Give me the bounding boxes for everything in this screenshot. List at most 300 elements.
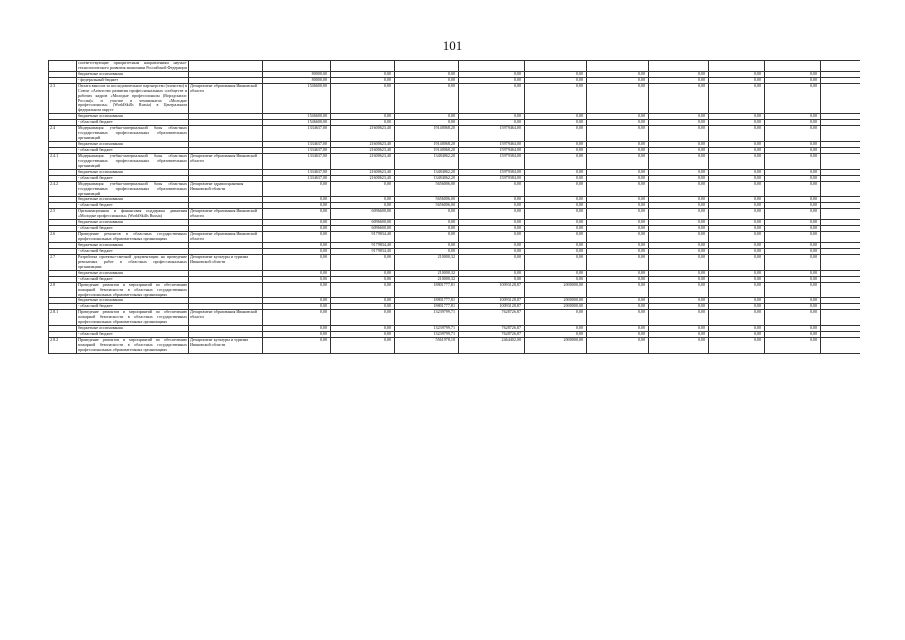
amount-cell: 0,00 [587, 232, 649, 243]
amount-cell: 0,00 [395, 243, 459, 249]
amount-cell: 0,00 [459, 120, 525, 126]
executor-cell: Департамент образования Ивановской области [189, 232, 263, 243]
row-number-cell: 2.4 [49, 126, 77, 142]
amount-cell: 0,00 [263, 220, 331, 226]
amount-cell: 0,00 [525, 153, 587, 169]
amount-cell: 18801777,81 [395, 304, 459, 310]
table-row [49, 181, 861, 197]
amount-cell: 0,00 [331, 310, 395, 326]
amount-cell: 0,00 [587, 114, 649, 120]
amount-cell: 0,00 [395, 232, 459, 243]
amount-cell: 0,00 [459, 276, 525, 282]
table-row [49, 255, 861, 271]
amount-cell: 0,00 [649, 338, 709, 354]
amount-cell: 0,00 [709, 255, 765, 271]
row-number-cell: 2.8 [49, 282, 77, 298]
description-cell: Разработка проектно-сметной документации на проведение ремонтных работ в областных профессиональных организациях [78, 254, 187, 269]
amount-cell [649, 61, 709, 72]
row-number-cell: 2.5 [49, 209, 77, 220]
budget-table [48, 60, 860, 354]
description-cell: бюджетные ассигнования [77, 270, 189, 276]
amount-cell: 0,00 [395, 120, 459, 126]
amount-cell [821, 61, 861, 72]
amount-cell: 0,00 [765, 153, 821, 169]
amount-cell: 0,00 [709, 270, 765, 276]
amount-cell: 0,00 [331, 282, 395, 298]
description-cell: бюджетные ассигнования [77, 243, 189, 249]
executor-cell: Департамент культуры и туризма Ивановской области [189, 338, 263, 354]
executor-cell: Департамент здравоохранения Ивановской области [189, 181, 263, 197]
amount-cell: 10093128,87 [459, 298, 525, 304]
row-number-cell: 2.8.1 [49, 310, 77, 326]
amount-cell: 0,00 [395, 83, 459, 113]
description-cell: - областной бюджет [77, 332, 189, 338]
amount-cell: 0,00 [765, 181, 821, 197]
amount-cell: 0,00 [649, 298, 709, 304]
amount-cell: 0,00 [459, 243, 525, 249]
amount-cell [459, 61, 525, 72]
amount-cell: 0,00 [525, 232, 587, 243]
row-number-cell: 2.3 [49, 83, 77, 113]
amount-cell: 0,00 [459, 226, 525, 232]
amount-cell: 0,00 [331, 298, 395, 304]
description-cell: Модернизация учебно-материальной базы областных государственных профессиональных образовательных организаций [78, 181, 187, 196]
amount-cell: 0,00 [525, 209, 587, 220]
amount-cell: 0,00 [649, 270, 709, 276]
amount-cell: 0,00 [709, 310, 765, 326]
amount-cell: 0,00 [649, 226, 709, 232]
amount-cell: 10093128,87 [459, 304, 525, 310]
row-number-cell [49, 61, 77, 72]
amount-cell: 15979384,00 [459, 153, 525, 169]
amount-cell: 0,00 [459, 209, 525, 220]
amount-cell: 0,00 [587, 181, 649, 197]
amount-cell: 0,00 [331, 197, 395, 203]
amount-cell: 5656006,00 [395, 203, 459, 209]
description-cell: Проведение ремонтов в областных государственных профессиональных образовательных организациях [78, 231, 187, 242]
amount-cell: 0,00 [263, 203, 331, 209]
executor-cell [189, 282, 263, 298]
amount-cell: 0,00 [587, 141, 649, 147]
amount-cell: 0,00 [649, 209, 709, 220]
amount-cell: 0,00 [765, 276, 821, 282]
executor-cell: Департамент образования Ивановской области [189, 209, 263, 220]
description-cell: - областной бюджет [77, 147, 189, 153]
amount-cell: 0,00 [587, 77, 649, 83]
amount-cell: 18801777,81 [395, 298, 459, 304]
amount-cell: 0,00 [765, 338, 821, 354]
table-row [49, 232, 861, 243]
amount-cell: 0,00 [649, 243, 709, 249]
amount-cell: 19140068,20 [395, 141, 459, 147]
amount-cell: 0,00 [709, 332, 765, 338]
amount-cell: 0,00 [525, 326, 587, 332]
amount-cell: 80000,00 [263, 71, 331, 77]
table-row [49, 282, 861, 298]
amount-cell: 0,00 [765, 326, 821, 332]
amount-cell: 0,00 [587, 153, 649, 169]
table-row [49, 153, 861, 169]
amount-cell: 0,00 [525, 197, 587, 203]
amount-cell: 0,00 [263, 232, 331, 243]
amount-cell: 0,00 [709, 77, 765, 83]
amount-cell: 0,00 [649, 77, 709, 83]
amount-cell: 0,00 [587, 255, 649, 271]
amount-cell: 0,00 [709, 282, 765, 298]
amount-cell: 0,00 [331, 114, 395, 120]
description-cell: Проведение ремонтов и мероприятий по обеспечению пожарной безопасности в областных государственных профессиональных образовательных организациях [78, 309, 187, 325]
amount-cell: 0,00 [459, 83, 525, 113]
amount-cell: 0,00 [709, 83, 765, 113]
amount-cell: 0,00 [263, 249, 331, 255]
amount-cell: 0,00 [525, 310, 587, 326]
amount-cell: 0,00 [331, 276, 395, 282]
amount-cell: 0,00 [587, 197, 649, 203]
amount-cell: 0,00 [709, 232, 765, 243]
amount-cell: 0,00 [263, 181, 331, 197]
amount-cell: 0,00 [459, 232, 525, 243]
amount-cell: 0,00 [263, 298, 331, 304]
description-cell: бюджетные ассигнования [77, 326, 189, 332]
amount-cell: 18801777,81 [395, 282, 459, 298]
amount-cell: 9179834,40 [331, 249, 395, 255]
amount-cell: 7628726,87 [459, 332, 525, 338]
amount-cell: 0,00 [525, 83, 587, 113]
amount-cell: 0,00 [459, 77, 525, 83]
amount-cell [821, 255, 861, 271]
amount-cell: 0,00 [765, 77, 821, 83]
amount-cell: 0,00 [525, 175, 587, 181]
amount-cell: 0,00 [263, 226, 331, 232]
amount-cell: 0,00 [331, 304, 395, 310]
amount-cell: 0,00 [649, 197, 709, 203]
amount-cell: 0,00 [331, 338, 395, 354]
amount-cell: 0,00 [649, 181, 709, 197]
amount-cell: 0,00 [525, 243, 587, 249]
amount-cell: 0,00 [459, 220, 525, 226]
amount-cell: 0,00 [525, 147, 587, 153]
amount-cell: 0,00 [765, 332, 821, 338]
amount-cell: 0,00 [331, 83, 395, 113]
amount-cell: 6096600,00 [331, 209, 395, 220]
amount-cell: 0,00 [331, 326, 395, 332]
amount-cell: 0,00 [587, 270, 649, 276]
amount-cell: 2000000,00 [525, 298, 587, 304]
amount-cell: 0,00 [525, 249, 587, 255]
amount-cell: 0,00 [649, 332, 709, 338]
amount-cell: 1334637,00 [263, 126, 331, 142]
amount-cell: 21600623,40 [331, 175, 395, 181]
description-cell: Проведение ремонтов и мероприятий по обеспечению пожарной безопасности в областных государственных профессиональных образовательных организациях [78, 282, 187, 297]
amount-cell [331, 61, 395, 72]
amount-cell: 9179834,40 [331, 243, 395, 249]
amount-cell: 0,00 [263, 282, 331, 298]
amount-cell: 0,00 [649, 232, 709, 243]
amount-cell: 0,00 [709, 276, 765, 282]
amount-cell: 0,00 [765, 141, 821, 147]
amount-cell: 0,00 [525, 114, 587, 120]
amount-cell: 0,00 [649, 310, 709, 326]
amount-cell: 15979384,00 [459, 175, 525, 181]
amount-cell [821, 126, 861, 142]
amount-cell: 0,00 [709, 126, 765, 142]
amount-cell: 0,00 [587, 338, 649, 354]
amount-cell: 0,00 [709, 304, 765, 310]
description-cell: бюджетные ассигнования [77, 220, 189, 226]
amount-cell: 0,00 [263, 304, 331, 310]
amount-cell: 0,00 [709, 141, 765, 147]
amount-cell: 1546600,00 [263, 114, 331, 120]
amount-cell: 0,00 [649, 71, 709, 77]
amount-cell: 1546600,00 [263, 120, 331, 126]
amount-cell: 210000,32 [395, 270, 459, 276]
row-number-cell: 2.7 [49, 255, 77, 271]
amount-cell: 0,00 [709, 226, 765, 232]
amount-cell: 0,00 [649, 175, 709, 181]
amount-cell: 0,00 [765, 270, 821, 276]
amount-cell: 19140068,20 [395, 126, 459, 142]
amount-cell: 0,00 [587, 276, 649, 282]
amount-cell: 5656006,00 [395, 181, 459, 197]
amount-cell [525, 61, 587, 72]
amount-cell: 210000,32 [395, 255, 459, 271]
amount-cell: 0,00 [331, 203, 395, 209]
amount-cell: 0,00 [331, 71, 395, 77]
amount-cell [821, 153, 861, 169]
description-cell: бюджетные ассигнования [77, 197, 189, 203]
description-cell: - областной бюджет [77, 120, 189, 126]
executor-cell: Департамент культуры и туризма Ивановской области [189, 255, 263, 271]
amount-cell: 0,00 [587, 304, 649, 310]
amount-cell: 0,00 [765, 203, 821, 209]
table-row [49, 126, 861, 142]
amount-cell: 0,00 [263, 270, 331, 276]
executor-cell [189, 61, 263, 72]
executor-cell: Департамент образования Ивановской области [189, 153, 263, 169]
amount-cell: 0,00 [263, 326, 331, 332]
amount-cell: 0,00 [709, 298, 765, 304]
amount-cell: 0,00 [525, 71, 587, 77]
amount-cell: 0,00 [587, 120, 649, 126]
amount-cell: 0,00 [709, 114, 765, 120]
amount-cell: 0,00 [395, 71, 459, 77]
amount-cell: 2000000,00 [525, 304, 587, 310]
amount-cell: 0,00 [765, 226, 821, 232]
amount-cell: 13239799,71 [395, 332, 459, 338]
amount-cell: 0,00 [649, 147, 709, 153]
amount-cell: 13484062,20 [395, 169, 459, 175]
amount-cell: 0,00 [649, 153, 709, 169]
amount-cell: 0,00 [765, 304, 821, 310]
amount-cell: 0,00 [459, 197, 525, 203]
amount-cell: 0,00 [395, 220, 459, 226]
description-cell: - областной бюджет [77, 276, 189, 282]
amount-cell: 0,00 [587, 326, 649, 332]
amount-cell: 0,00 [331, 181, 395, 197]
amount-cell: 210000,32 [395, 276, 459, 282]
amount-cell: 0,00 [459, 270, 525, 276]
amount-cell: 15979464,00 [459, 126, 525, 142]
amount-cell: 0,00 [395, 77, 459, 83]
amount-cell: 0,00 [709, 169, 765, 175]
amount-cell: 5561978,10 [395, 338, 459, 354]
amount-cell: 0,00 [709, 197, 765, 203]
amount-cell: 0,00 [709, 153, 765, 169]
amount-cell: 0,00 [765, 249, 821, 255]
amount-cell [395, 61, 459, 72]
row-number-cell: 2.6 [49, 232, 77, 243]
amount-cell: 0,00 [331, 120, 395, 126]
amount-cell: 0,00 [709, 326, 765, 332]
description-cell: - областной бюджет [77, 175, 189, 181]
amount-cell: 0,00 [709, 71, 765, 77]
amount-cell: 0,00 [765, 243, 821, 249]
description-cell: Модернизация учебно-материальной базы областных государственных профессиональных образовательных организаций [78, 125, 187, 141]
row-number-cell: 2.4.1 [49, 153, 77, 169]
amount-cell: 0,00 [709, 220, 765, 226]
amount-cell: 0,00 [709, 175, 765, 181]
amount-cell: 1334637,00 [263, 147, 331, 153]
amount-cell: 0,00 [765, 71, 821, 77]
amount-cell: 0,00 [709, 243, 765, 249]
amount-cell: 0,00 [395, 226, 459, 232]
amount-cell: 0,00 [395, 249, 459, 255]
amount-cell: 1334637,00 [263, 141, 331, 147]
amount-cell: 0,00 [587, 310, 649, 326]
amount-cell: 0,00 [587, 282, 649, 298]
amount-cell: 0,00 [709, 338, 765, 354]
amount-cell: 0,00 [587, 249, 649, 255]
page-number: 101 [442, 38, 463, 53]
amount-cell: 0,00 [459, 255, 525, 271]
amount-cell: 0,00 [649, 126, 709, 142]
amount-cell: 0,00 [765, 255, 821, 271]
amount-cell: 0,00 [765, 83, 821, 113]
table-row [49, 209, 861, 220]
amount-cell: 0,00 [709, 203, 765, 209]
amount-cell: 0,00 [459, 249, 525, 255]
amount-cell [821, 209, 861, 220]
amount-cell: 0,00 [709, 209, 765, 220]
amount-cell: 0,00 [525, 220, 587, 226]
amount-cell: 2000000,00 [525, 282, 587, 298]
amount-cell: 0,00 [459, 181, 525, 197]
amount-cell: 0,00 [331, 255, 395, 271]
amount-cell: 0,00 [525, 181, 587, 197]
amount-cell [821, 83, 861, 113]
amount-cell: 0,00 [587, 298, 649, 304]
amount-cell: 0,00 [649, 114, 709, 120]
table-row [49, 338, 861, 354]
amount-cell: 0,00 [395, 209, 459, 220]
amount-cell: 0,00 [587, 203, 649, 209]
amount-cell: 0,00 [587, 209, 649, 220]
amount-cell: 6096600,00 [331, 220, 395, 226]
amount-cell: 0,00 [765, 220, 821, 226]
amount-cell: 0,00 [649, 304, 709, 310]
amount-cell: 15979384,00 [459, 169, 525, 175]
amount-cell: 0,00 [263, 338, 331, 354]
amount-cell: 0,00 [765, 126, 821, 142]
amount-cell: 0,00 [765, 197, 821, 203]
amount-cell: 0,00 [263, 243, 331, 249]
amount-cell [821, 310, 861, 326]
amount-cell: 0,00 [587, 71, 649, 77]
amount-cell: 0,00 [765, 298, 821, 304]
amount-cell: 0,00 [263, 310, 331, 326]
amount-cell: 0,00 [525, 203, 587, 209]
amount-cell: 0,00 [263, 255, 331, 271]
amount-cell: 0,00 [649, 255, 709, 271]
amount-cell: 0,00 [649, 326, 709, 332]
amount-cell: 1334637,00 [263, 175, 331, 181]
amount-cell [821, 282, 861, 298]
amount-cell: 0,00 [395, 114, 459, 120]
amount-cell [821, 181, 861, 197]
amount-cell: 9179834,40 [331, 232, 395, 243]
description-cell: - областной бюджет [77, 203, 189, 209]
description-cell: соответствующие приоритетным направлениям научно-технологического развития экономики Российской Федерации [78, 60, 187, 70]
amount-cell: 0,00 [709, 120, 765, 126]
description-cell: Организационная и финансовая поддержка движения «Молодые профессионалы» (WorldSkills Russia) [78, 208, 187, 219]
amount-cell [821, 338, 861, 354]
amount-cell: 13484062,20 [395, 175, 459, 181]
amount-cell: 21600623,40 [331, 169, 395, 175]
amount-cell: 5656006,00 [395, 197, 459, 203]
amount-cell: 0,00 [525, 126, 587, 142]
amount-cell: 0,00 [649, 220, 709, 226]
amount-cell: 0,00 [263, 332, 331, 338]
amount-cell: 0,00 [709, 181, 765, 197]
amount-cell: 0,00 [331, 270, 395, 276]
amount-cell: 0,00 [525, 255, 587, 271]
amount-cell: 0,00 [649, 120, 709, 126]
amount-cell: 0,00 [649, 169, 709, 175]
description-cell: бюджетные ассигнования [77, 141, 189, 147]
amount-cell: 15979464,00 [459, 147, 525, 153]
amount-cell: 0,00 [649, 249, 709, 255]
amount-cell: 13484062,20 [395, 153, 459, 169]
amount-cell: 0,00 [765, 232, 821, 243]
amount-cell: 0,00 [649, 83, 709, 113]
amount-cell: 1334637,00 [263, 153, 331, 169]
amount-cell: 6096600,00 [331, 226, 395, 232]
amount-cell [587, 61, 649, 72]
amount-cell: 0,00 [587, 175, 649, 181]
amount-cell: 7628726,87 [459, 326, 525, 332]
amount-cell: 0,00 [525, 276, 587, 282]
amount-cell [765, 61, 821, 72]
amount-cell: 0,00 [765, 282, 821, 298]
amount-cell: 1334637,00 [263, 169, 331, 175]
amount-cell: 0,00 [587, 226, 649, 232]
amount-cell: 0,00 [525, 141, 587, 147]
amount-cell: 0,00 [587, 332, 649, 338]
amount-cell: 15979464,00 [459, 141, 525, 147]
budget-table-container [48, 60, 860, 605]
amount-cell: 0,00 [709, 249, 765, 255]
description-cell: бюджетные ассигнования [77, 71, 189, 77]
description-cell: бюджетные ассигнования [77, 169, 189, 175]
amount-cell: 0,00 [263, 197, 331, 203]
amount-cell: 80000,00 [263, 77, 331, 83]
amount-cell: 0,00 [459, 114, 525, 120]
amount-cell [821, 232, 861, 243]
description-cell: бюджетные ассигнования [77, 298, 189, 304]
amount-cell: 0,00 [765, 147, 821, 153]
description-cell: Оплата взносов за последовательное партнерство (членство) в Союзе «Агентство развития профессиональных сообществ и рабочих кадров «Молодые профессионалы (Ворлдскиллс Россия)» и участие в чемпионатах «Молодые профессионалы» (WorldSkills Russia) в Центральном федеральном округе [78, 83, 187, 113]
amount-cell: 0,00 [587, 147, 649, 153]
